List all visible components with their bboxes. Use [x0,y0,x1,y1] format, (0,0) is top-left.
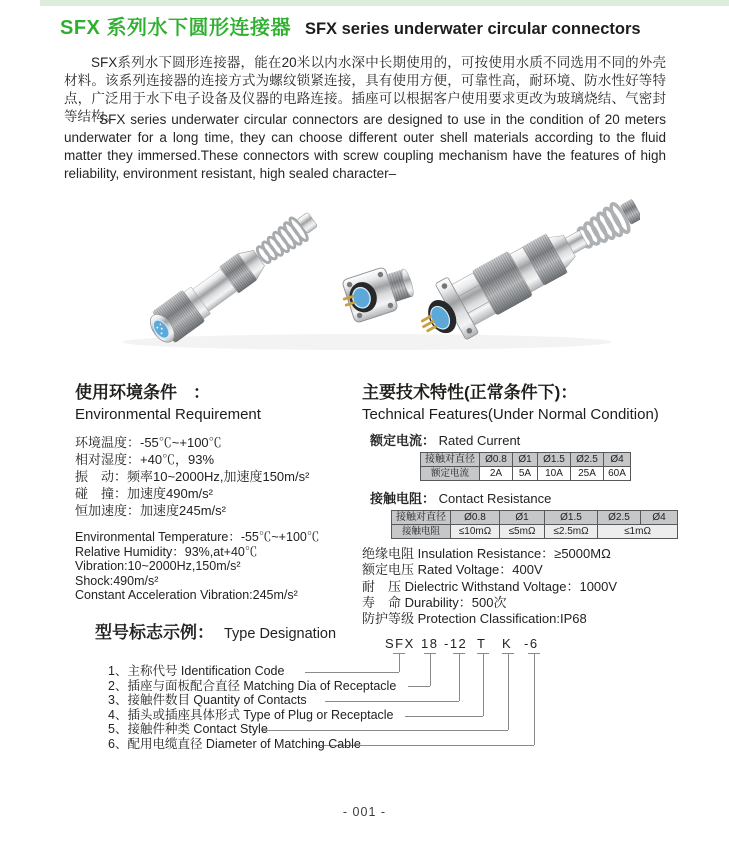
page-title-zh: SFX 系列水下圆形连接器 [60,17,291,39]
spec-line: 防护等级 Protection Classification:IP68 [362,611,587,627]
flange-plug-image [407,182,640,354]
environment-heading-zh-text: 使用环境条件 [75,383,177,402]
table-cell: Ø1.5 [545,511,598,525]
connector-line [483,653,484,716]
technical-heading-zh: 主要技术特性(正常条件下)： [362,383,578,402]
table-cell: 接触对直径 [392,511,451,525]
other-technical-specs [362,546,697,627]
environment-heading-colon: ： [193,383,210,402]
spec-line: Environmental Temperature：-55℃~+100℃ [75,530,320,544]
rated-current-label [362,430,697,449]
code-token: -12 [444,636,468,651]
table-row [392,511,678,525]
designation-item: 2、插座与面板配合直径 Matching Dia of Receptacle [108,678,397,693]
technical-section [362,378,697,627]
spec-line: Relative Humidity：93%,at+40℃ [75,544,258,559]
page-header [60,11,641,40]
table-cell: ≤2.5mΩ [545,525,598,539]
table-cell: Ø4 [641,511,678,525]
intro-paragraph-en: SFX series underwater circular connectors are designed to use in the condition of 20 meters underwater for a long time, they can choose different outer shell materials according to the fluid matter they immersed.These connectors with screw coupling mechanism have the features of high reliability, environment resistant, high sealed character– [64,111,666,181]
page-title-en: SFX series underwater circular connectors [304,20,641,38]
spec-line: 耐 压 Dielectric Withstand Voltage：1000V [362,578,618,594]
designation-heading-en: Type Designation [224,626,337,642]
designation-item: 1、主称代号 Identification Code [108,664,285,678]
spec-line: Vibration:10~2000Hz,150m/s² [75,559,241,574]
code-token: K [502,636,513,651]
table-cell: ≤1mΩ [598,525,678,539]
environment-heading-en: Environmental Requirement [75,406,261,423]
table-cell: 接触对直径 [421,453,480,467]
table-cell: Ø2.5 [571,453,604,467]
table-cell: Ø1 [500,511,545,525]
technical-heading-en: Technical Features(Under Normal Condition) [362,406,659,423]
table-cell: 额定电流 [421,467,480,481]
table-cell: ≤5mΩ [500,525,545,539]
table-cell: Ø1 [513,453,538,467]
designation-item: 6、配用电缆直径 Diameter of Matching Cable [108,736,361,751]
intro-paragraph-zh: SFX系列水下圆形连接器，能在20米以内水深中长期使用的，可按使用水质不同选用不同的外壳材料。该系列连接器的连接方式为螺纹锁紧连接，具有使用方便，可靠性高，耐环境、防水性好等特点，广泛用于水下电子设备及仪器的电路连接。插座可以根据客户使用要求更改为玻璃烧结、气密封等结构。 [64,54,666,124]
table-cell: Ø2.5 [598,511,641,525]
contact-resistance-label-zh: 接触电阻： [370,491,436,506]
code-token: T [477,636,487,651]
rated-current-label-en: Rated Current [438,433,521,448]
environment-section [75,378,367,603]
spec-line: Shock:490m/s² [75,573,159,588]
table-cell: ≤10mΩ [451,525,500,539]
code-token: 18 [421,636,439,651]
contact-resistance-table [391,510,678,539]
product-photo [95,182,640,354]
designation-heading-zh: 型号标志示例： [95,623,214,642]
connector-line [399,653,400,672]
spec-line: 碰 撞：加速度490m/s² [75,486,213,501]
environment-specs-zh [75,434,367,519]
contact-resistance-label [362,488,697,507]
environment-specs-en [75,530,367,603]
spec-line: 绝缘电阻 Insulation Resistance：≥5000MΩ [362,546,611,561]
table-cell: 60A [604,467,631,481]
table-cell: 25A [571,467,604,481]
spec-line: Constant Acceleration Vibration:245m/s² [75,588,298,603]
table-cell: 2A [480,467,513,481]
spec-line: 额定电压 Rated Voltage：400V [362,562,543,578]
environment-heading-zh [75,378,367,403]
table-cell: 10A [538,467,571,481]
table-cell: 5A [513,467,538,481]
cable-plug-image [143,203,324,349]
table-cell: Ø4 [604,453,631,467]
designation-items [108,664,396,752]
table-row [392,525,678,539]
spec-line: 振 动：频率10~2000Hz,加速度150m/s² [75,469,310,484]
connector-line [405,716,483,717]
contact-resistance-label-en: Contact Resistance [438,491,552,506]
table-cell: 接触电阻 [392,525,451,539]
receptacle-image [337,260,418,324]
top-accent-strip [40,0,729,6]
rated-current-label-zh: 额定电流： [370,433,436,448]
spec-line: 恒加速度：加速度245m/s² [75,503,226,518]
table-row [421,467,631,481]
photo-shadow [122,334,612,350]
connector-line [430,653,431,686]
table-cell: Ø0.8 [480,453,513,467]
table-cell: Ø0.8 [451,511,500,525]
designation-item: 5、接触件种类 Contact Style [108,722,268,737]
connector-line [534,653,535,745]
spec-line: 寿 命 Durability：500次 [362,594,507,610]
designation-heading [95,618,336,643]
connector-line [508,653,509,730]
page-number: - 001 - [342,805,387,819]
table-row [421,453,631,467]
spec-line: 环境温度：-55℃~+100℃ [75,435,222,450]
table-cell: Ø1.5 [538,453,571,467]
connector-line [459,653,460,701]
spec-line: 相对湿度：+40℃，93% [75,452,215,467]
code-token: SFX [385,636,415,651]
rated-current-table [420,452,631,481]
designation-item: 4、插头或插座具体形式 Type of Plug or Receptacle [108,707,394,722]
code-token: -6 [524,636,539,651]
connector-line [408,686,430,687]
designation-item: 3、接触件数目 Quantity of Contacts [108,693,307,708]
